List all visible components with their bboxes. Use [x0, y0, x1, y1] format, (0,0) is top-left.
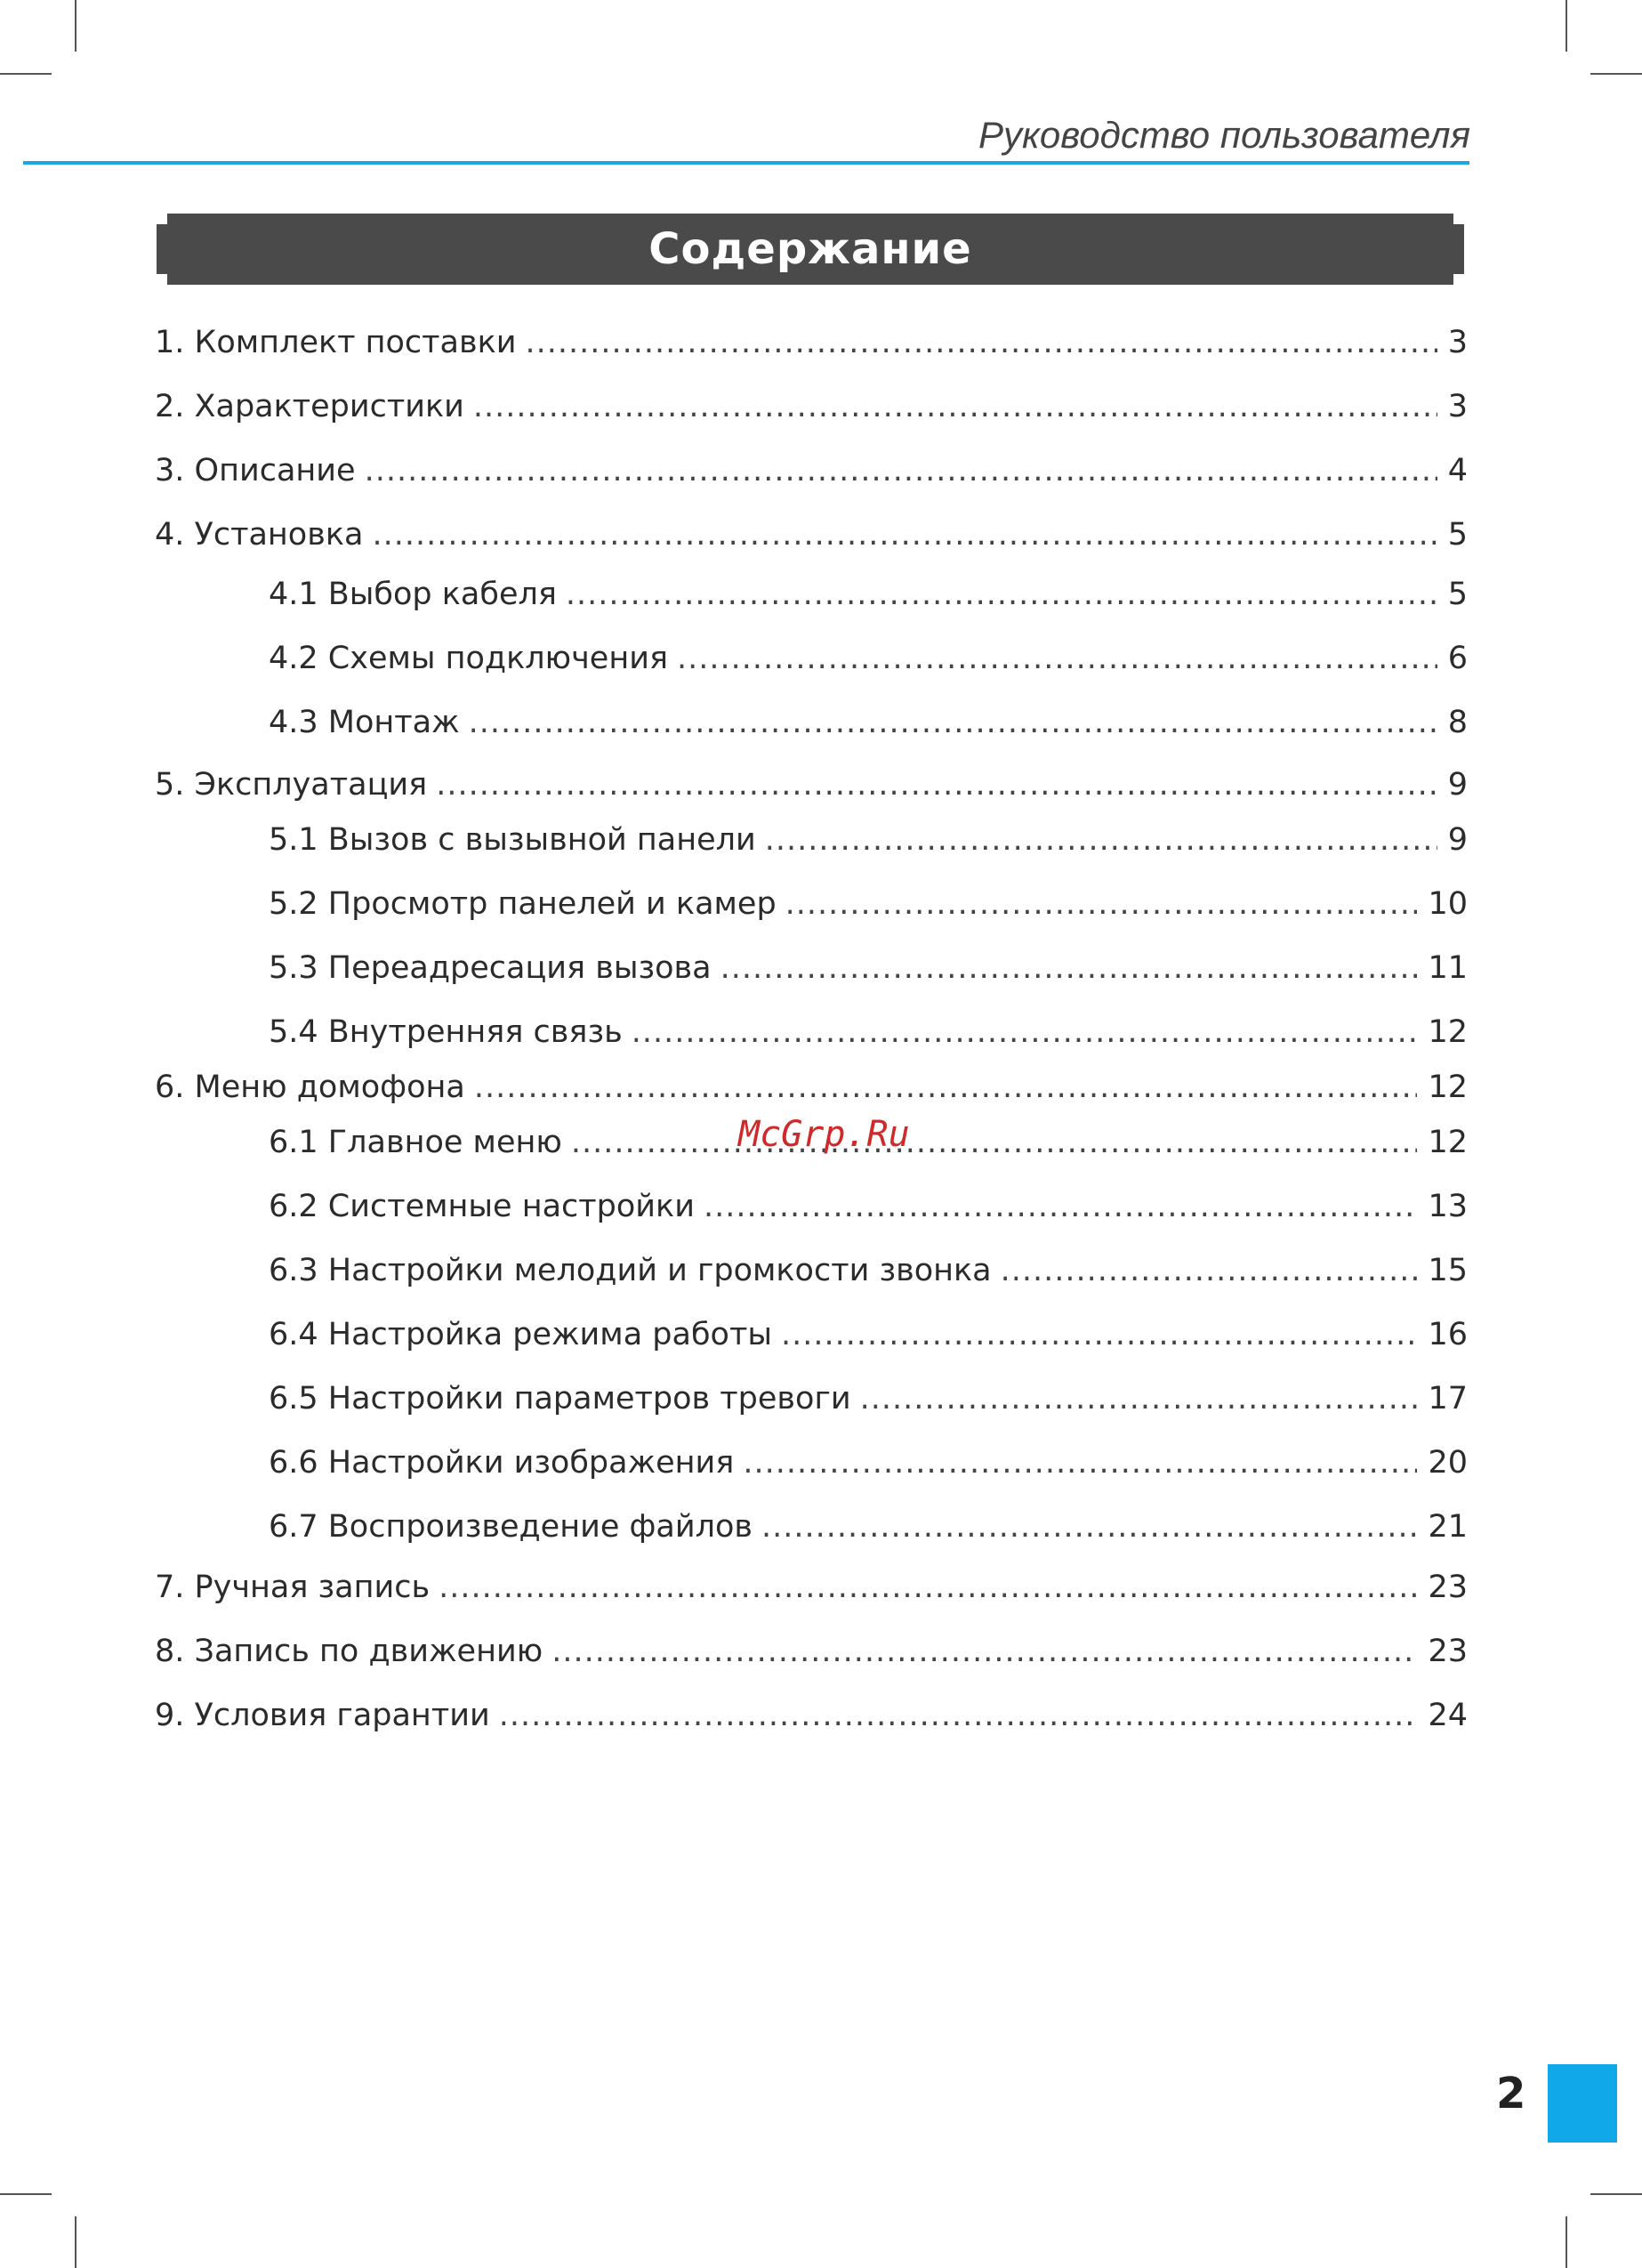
dot-leader: [474, 1069, 1418, 1105]
dot-leader: [372, 517, 1437, 553]
toc-entry-page: 9: [1447, 767, 1468, 803]
toc-entry-page: 11: [1428, 950, 1468, 986]
toc-title-bar: [157, 214, 1464, 285]
title-bar-notch: [157, 214, 167, 224]
dot-leader: [1001, 1253, 1418, 1288]
dot-leader: [720, 950, 1418, 986]
toc-entry-page: 13: [1428, 1189, 1468, 1224]
dot-leader: [765, 822, 1437, 858]
toc-entry-label: 6.6 Настройки изображения: [269, 1445, 735, 1481]
dot-leader: [469, 705, 1437, 740]
crop-mark: [1590, 2193, 1642, 2195]
watermark: McGrp.Ru: [738, 1114, 910, 1155]
toc-entry-label: 6.3 Настройки мелодий и громкости звонка: [269, 1253, 992, 1288]
toc-entry-label: 6.1 Главное меню: [269, 1125, 562, 1160]
toc-entry-label: 5. Эксплуатация: [155, 767, 428, 803]
toc-entry-page: 21: [1428, 1509, 1468, 1545]
title-bar-notch: [1453, 214, 1464, 224]
toc-entry[interactable]: [269, 641, 1468, 685]
toc-entry-label: 4.3 Монтаж: [269, 705, 460, 740]
toc-entry[interactable]: [269, 1189, 1468, 1233]
toc-entry[interactable]: [269, 1014, 1468, 1059]
crop-mark: [1566, 0, 1567, 52]
toc-entry-page: 4: [1447, 453, 1468, 488]
toc-entry-page: 3: [1447, 325, 1468, 360]
toc-entry-label: 5.2 Просмотр панелей и камер: [269, 886, 777, 922]
header-divider: [23, 161, 1469, 165]
toc-entry-label: 5.4 Внутренняя связь: [269, 1014, 623, 1050]
toc-entry[interactable]: [269, 1509, 1468, 1554]
dot-leader: [785, 886, 1418, 922]
dot-leader: [436, 767, 1437, 803]
crop-mark: [75, 2216, 76, 2268]
toc-entry-page: 15: [1428, 1253, 1468, 1288]
toc-entry-page: 5: [1447, 517, 1468, 553]
toc-entry[interactable]: [155, 453, 1468, 497]
dot-leader: [860, 1381, 1418, 1416]
toc-entry-label: 1. Комплект поставки: [155, 325, 517, 360]
dot-leader: [781, 1317, 1417, 1352]
toc-entry-page: 6: [1447, 641, 1468, 676]
toc-entry-page: 17: [1428, 1381, 1468, 1416]
header-title: Руководство пользователя: [978, 114, 1470, 156]
toc-entry-label: 4. Установка: [155, 517, 364, 553]
toc-entry-label: 6. Меню домофона: [155, 1069, 465, 1105]
toc-entry[interactable]: [155, 517, 1468, 561]
dot-leader: [551, 1634, 1417, 1669]
page-tab-marker: [1548, 2064, 1617, 2143]
crop-mark: [0, 73, 52, 75]
toc-entry-label: 4.2 Схемы подключения: [269, 641, 669, 676]
toc-entry-label: 6.5 Настройки параметров тревоги: [269, 1381, 851, 1416]
dot-leader: [439, 1570, 1417, 1605]
dot-leader: [632, 1014, 1418, 1050]
toc-entry-page: 8: [1447, 705, 1468, 740]
toc-entry-page: 23: [1428, 1634, 1468, 1669]
toc-entry[interactable]: [155, 1570, 1468, 1614]
toc-entry[interactable]: [269, 886, 1468, 931]
dot-leader: [473, 389, 1437, 424]
toc-entry[interactable]: [269, 1253, 1468, 1297]
title-bar-notch: [1453, 274, 1464, 285]
toc-entry-label: 9. Условия гарантии: [155, 1698, 490, 1733]
toc-entry-label: 6.4 Настройка режима работы: [269, 1317, 772, 1352]
toc-entry-page: 12: [1428, 1014, 1468, 1050]
toc-entry-label: 5.1 Вызов с вызывной панели: [269, 822, 756, 858]
toc-entry[interactable]: [269, 950, 1468, 995]
toc-entry-page: 24: [1428, 1698, 1468, 1733]
toc-entry[interactable]: [155, 1634, 1468, 1678]
toc-entry[interactable]: [269, 1317, 1468, 1361]
toc-heading: Содержание: [648, 224, 972, 274]
dot-leader: [761, 1509, 1417, 1545]
toc-entry[interactable]: [155, 767, 1468, 811]
toc-entry[interactable]: [155, 1069, 1468, 1114]
toc-entry-label: 4.1 Выбор кабеля: [269, 577, 557, 612]
toc-entry-page: 23: [1428, 1570, 1468, 1605]
crop-mark: [1590, 73, 1642, 75]
toc-entry-label: 3. Описание: [155, 453, 356, 488]
crop-mark: [0, 2193, 52, 2195]
dot-leader: [566, 577, 1437, 612]
toc-entry-page: 3: [1447, 389, 1468, 424]
dot-leader: [571, 1125, 1418, 1160]
dot-leader: [499, 1698, 1418, 1733]
toc-entry-page: 5: [1447, 577, 1468, 612]
toc-entry[interactable]: [155, 1698, 1468, 1742]
toc-entry-label: 2. Характеристики: [155, 389, 464, 424]
crop-mark: [75, 0, 76, 52]
dot-leader: [704, 1189, 1418, 1224]
toc-entry[interactable]: [155, 389, 1468, 433]
toc-entry-label: 6.7 Воспроизведение файлов: [269, 1509, 753, 1545]
toc-entry-page: 16: [1428, 1317, 1468, 1352]
toc-entry[interactable]: [269, 1381, 1468, 1425]
toc-entry-page: 12: [1428, 1069, 1468, 1105]
toc-entry[interactable]: [269, 705, 1468, 749]
toc-entry-label: 7. Ручная запись: [155, 1570, 431, 1605]
crop-mark: [1566, 2216, 1567, 2268]
toc-entry-page: 20: [1428, 1445, 1468, 1481]
dot-leader: [526, 325, 1437, 360]
toc-entry-label: 6.2 Системные настройки: [269, 1189, 695, 1224]
toc-entry[interactable]: [269, 822, 1468, 867]
toc-entry-label: 5.3 Переадресация вызова: [269, 950, 712, 986]
toc-entry[interactable]: [269, 577, 1468, 621]
toc-entry-page: 12: [1428, 1125, 1468, 1160]
title-bar-notch: [157, 274, 167, 285]
toc-entry-label: 8. Запись по движению: [155, 1634, 543, 1669]
toc-entry-page: 9: [1447, 822, 1468, 858]
dot-leader: [743, 1445, 1417, 1481]
toc-entry-page: 10: [1428, 886, 1468, 922]
toc-entry[interactable]: [155, 325, 1468, 369]
page-number: 2: [1496, 2069, 1526, 2119]
toc-entry[interactable]: [269, 1445, 1468, 1489]
dot-leader: [677, 641, 1437, 676]
dot-leader: [365, 453, 1437, 488]
